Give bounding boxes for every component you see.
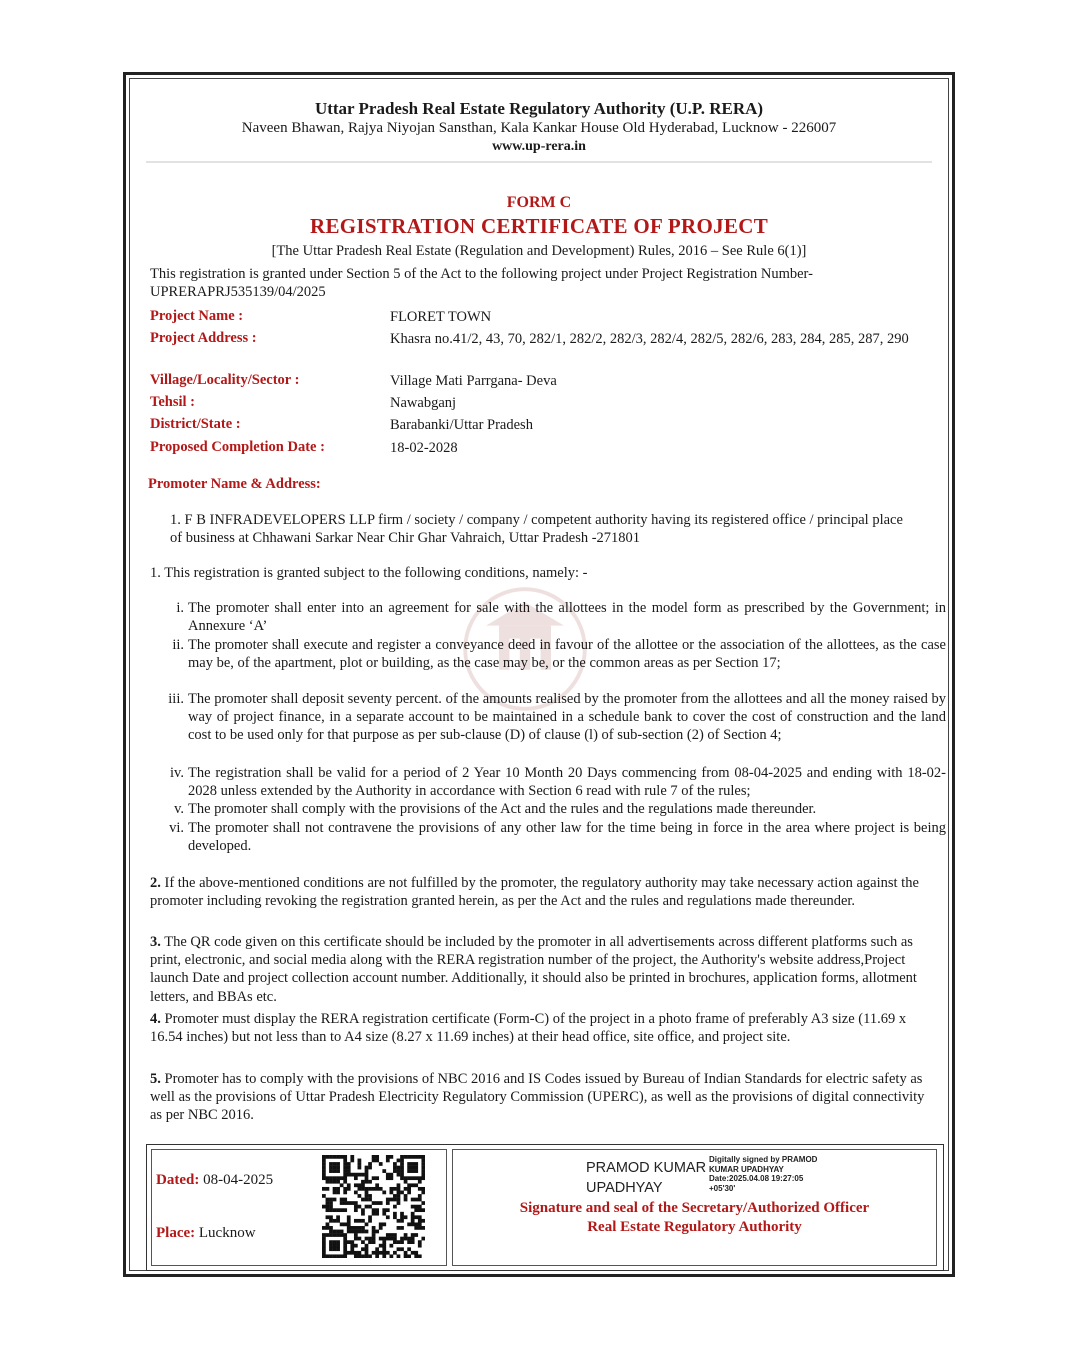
note-number: 5. [150,1071,161,1087]
project-name-label: Project Name : [150,308,244,324]
condition-text: The promoter shall deposit seventy percent. of the amounts realised by the promoter from the allottees and all the money raised by way of project finance, in a separate account to be maintained in a schedule bank to cover the cost of construction and the land cost to be used only for that purpose as per sub-clause (D) of clause (l) of sub-section (2) of Section 4; [188,691,946,744]
condition-number: iv. [170,765,184,781]
form-label: FORM C [506,194,572,211]
digital-sig-line: +05'30' [709,1183,736,1193]
note-text: If the above-mentioned conditions are not fulfilled by the promoter, the regulatory authority may take necessary action against the promoter including revoking the registration granted herein, as per the Act and the rules and regulations made thereunder. [150,875,919,910]
signer-name-line1: PRAMOD KUMAR [586,1160,707,1176]
qr-code-icon[interactable] [322,1155,425,1258]
authority-website: www.up-rera.in [492,139,586,154]
condition-text: The registration shall be valid for a period of 2 Year 10 Month 20 Days commencing from 08-04-2025 and ending with 18-02-2028 unless extended by the Authority in accordance with Section 6 read with rule 7 of the rules; [188,765,946,800]
note-paragraph [150,1010,940,1046]
promoter-heading: Promoter Name & Address: [148,476,321,492]
project-name-value: FLORET TOWN [390,309,492,325]
condition-text: The promoter shall execute and register a conveyance deed in favour of the allottee or the association of the allottees, as the case may be, of the apartment, plot or building, as the case may be, or the common areas as per Section 17; [188,637,946,672]
registration-number: UPRERAPRJ535139/04/2025 [150,284,326,300]
rules-reference: [The Uttar Pradesh Real Estate (Regulation and Development) Rules, 2016 – See Rule 6(1)] [271,243,807,259]
note-paragraph [150,933,940,1006]
grant-statement [150,265,910,301]
dated-label: Dated: [156,1172,200,1188]
place-line [156,1225,256,1242]
condition-number: i. [176,600,184,616]
note-number: 4. [150,1011,161,1027]
certificate-inner-border [129,78,949,1271]
digital-sig-line: Digitally signed by PRAMOD [709,1155,818,1164]
note-text: Promoter has to comply with the provisions of NBC 2016 and IS Codes issued by Bureau of Indian Standards for electric safety as well as the provisions of Uttar Pradesh Electricity Regulatory Commission (UPERC), as well as the provisions of digital connectivity as per NBC 2016. [150,1071,925,1124]
digital-sig-line: KUMAR UPADHYAY [709,1164,784,1174]
condition-text: The promoter shall comply with the provisions of the Act and the rules and the regulations made thereunder. [188,801,817,817]
footer-box [146,1144,944,1271]
signature-caption: Signature and seal of the Secretary/Authorized Officer [519,1200,870,1216]
project-address-value: Khasra no.41/2, 43, 70, 282/1, 282/2, 282/3, 282/4, 282/5, 282/6, 283, 284, 285, 287, 290 [390,331,909,347]
completion-date-value: 18-02-2028 [390,440,458,456]
grant-text: This registration is granted under Section 5 of the Act to the following project under Project Registration Number- [150,266,813,282]
note-text: Promoter must display the RERA registration certificate (Form-C) of the project in a photo frame of preferably A3 size (11.69 x 16.54 inches) but not less than to A4 size (8.27 x 11.69 inches) at their head office, site office, and project site. [150,1011,907,1046]
authority-name: Uttar Pradesh Real Estate Regulatory Authority (U.P. RERA) [314,99,764,118]
tehsil-label: Tehsil : [150,394,195,410]
note-number: 2. [150,875,161,891]
district-value: Barabanki/Uttar Pradesh [390,417,533,433]
digital-signature-block [709,1155,817,1193]
condition-number: vi. [169,820,184,836]
footer-date-place-cell [151,1149,447,1266]
village-value: Village Mati Parrgana- Deva [390,373,557,389]
condition-number: v. [174,801,184,817]
completion-date-label: Proposed Completion Date : [150,439,325,455]
project-address-label: Project Address : [150,330,257,346]
note-number: 3. [150,934,161,950]
note-paragraph [150,1070,940,1125]
conditions-intro: 1. This registration is granted subject to the following conditions, namely: - [150,565,588,581]
condition-text: The promoter shall enter into an agreement for sale with the allottees in the model form as prescribed by the Government; in Annexure ‘A’ [188,600,946,635]
promoter-entry: 1. F B INFRADEVELOPERS LLP firm / society / company / competent authority having its registered office / principal place of business at Chhawani Sarkar Near Chir Ghar Vahraich, Uttar Pradesh -271801 [170,512,903,546]
signer-name-line2: UPADHYAY [586,1180,663,1196]
place-value: Lucknow [198,1225,256,1241]
dated-value: 08-04-2025 [203,1172,274,1188]
header-divider [146,161,932,163]
place-label: Place: [156,1225,196,1241]
note-text: The QR code given on this certificate should be included by the promoter in all advertisements across different platforms such as print, electronic, and social media along with the RERA registration number of the project, the Authority's website address,Project launch Date and project collection account number. Additionally, it should also be printed in brochures, application forms, allotment letters, and BBAs etc. [150,934,917,1005]
certificate-frame [123,72,955,1277]
condition-number: iii. [168,691,184,707]
condition-text: The promoter shall not contravene the provisions of any other law for the time being in force in the area where project is being developed. [188,820,946,855]
condition-number: ii. [172,637,184,653]
note-paragraph [150,874,940,910]
dated-line [156,1172,273,1189]
certificate-title: REGISTRATION CERTIFICATE OF PROJECT [309,214,769,238]
authority-caption: Real Estate Regulatory Authority [587,1219,802,1235]
tehsil-value: Nawabganj [390,395,457,411]
digital-sig-line: Date:2025.04.08 19:27:05 [709,1174,804,1183]
authority-address: Naveen Bhawan, Rajya Niyojan Sansthan, Kala Kankar House Old Hyderabad, Lucknow - 226007 [241,120,837,136]
village-label: Village/Locality/Sector : [150,372,300,388]
footer-signature-cell [452,1149,937,1266]
district-label: District/State : [150,416,241,432]
